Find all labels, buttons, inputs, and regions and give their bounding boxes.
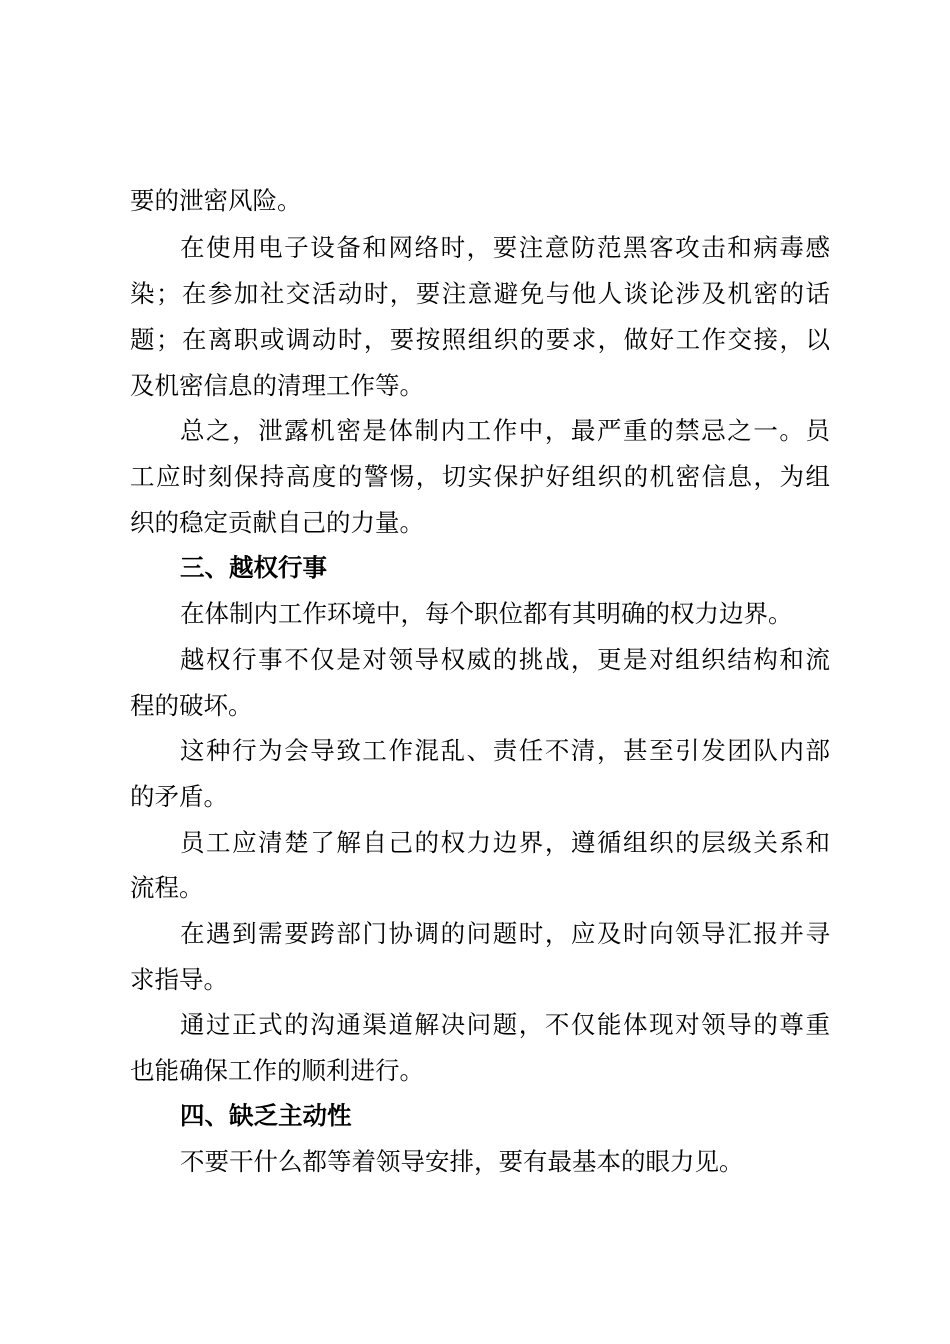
- paragraph-line: 及机密信息的清理工作等。: [130, 371, 424, 400]
- paragraph-line: 求指导。: [130, 965, 228, 994]
- paragraph-line: 不要干什么都等着领导安排，要有最基本的眼力见。: [180, 1147, 744, 1176]
- paragraph-line: 工应时刻保持高度的警惕，切实保护好组织的机密信息，为组: [130, 462, 830, 491]
- paragraph-line: 的矛盾。: [130, 782, 228, 811]
- paragraph-line: 在体制内工作环境中，每个职位都有其明确的权力边界。: [180, 599, 793, 628]
- paragraph-line: 流程。: [130, 873, 204, 902]
- paragraph-line: 也能确保工作的顺利进行。: [130, 1056, 424, 1085]
- paragraph-line: 程的破坏。: [130, 691, 253, 720]
- paragraph-line: 这种行为会导致工作混乱、责任不清，甚至引发团队内部: [180, 736, 830, 765]
- paragraph-line: 总之，泄露机密是体制内工作中，最严重的禁忌之一。员: [180, 416, 830, 445]
- paragraph-line: 在使用电子设备和网络时，要注意防范黑客攻击和病毒感: [180, 233, 830, 262]
- paragraph-line: 织的稳定贡献自己的力量。: [130, 508, 424, 537]
- section-heading: 四、缺乏主动性: [180, 1101, 352, 1130]
- paragraph-line: 员工应清楚了解自己的权力边界，遵循组织的层级关系和: [180, 828, 830, 857]
- paragraph-line: 染；在参加社交活动时，要注意避免与他人谈论涉及机密的话: [130, 279, 830, 308]
- paragraph-line: 要的泄密风险。: [130, 186, 302, 215]
- paragraph-line: 题；在离职或调动时，要按照组织的要求，做好工作交接，以: [130, 325, 830, 354]
- paragraph-line: 在遇到需要跨部门协调的问题时，应及时向领导汇报并寻: [180, 919, 830, 948]
- paragraph-line: 通过正式的沟通渠道解决问题，不仅能体现对领导的尊重: [180, 1010, 830, 1039]
- paragraph-line: 越权行事不仅是对领导权威的挑战，更是对组织结构和流: [180, 645, 830, 674]
- section-heading: 三、越权行事: [180, 553, 327, 582]
